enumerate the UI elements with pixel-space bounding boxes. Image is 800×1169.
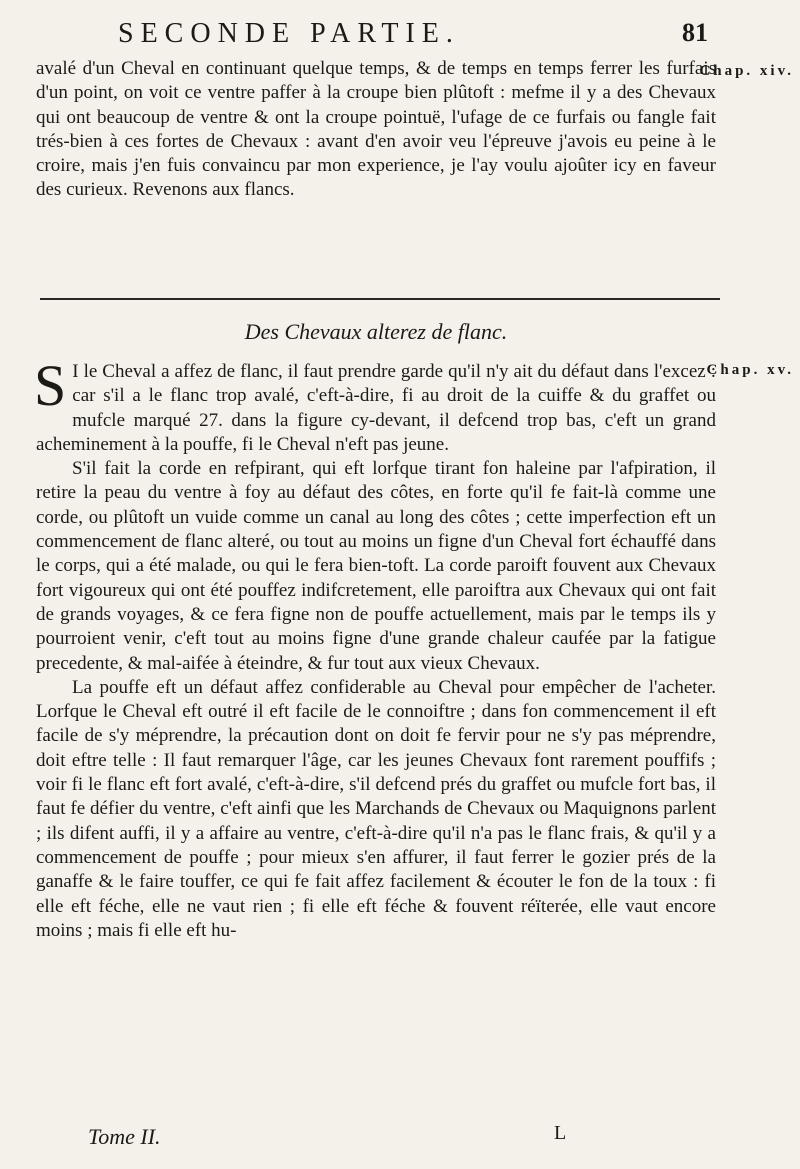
section-text-block	[34, 353, 716, 943]
section-title: Des Chevaux alterez de flanc.	[244, 319, 508, 344]
paragraph: avalé d'un Cheval en continuant quelque temps, & de temps en temps ferrer les furfais d'un point, on voit ce ventre paffer à la croupe bien plûtoft : mefme il y a des Chevaux qui ont beaucoup de ventre & ont la croupe pointuë, l'ufage de ce furfais ou fangle fait trés-bien à ces fortes de Chevaux : avant d'en avoir veu l'épreuve j'avois eu peine à le croire, mais j'en fuis convaincu par mon experience, je l'ay voulu ajoûter icy en faveur des curieux. Revenons aux flancs.	[36, 58, 716, 201]
paragraph-first	[34, 353, 716, 457]
margin-note-chapter-15: Chap. xv.	[706, 362, 794, 378]
top-text-block	[36, 57, 716, 203]
section-rule	[40, 298, 720, 300]
volume-signature: Tome II.	[88, 1124, 161, 1149]
running-head: SECONDE PARTIE.	[118, 18, 460, 49]
page-number: 81	[682, 18, 708, 47]
signature-mark: L	[554, 1122, 567, 1144]
paragraph: S'il fait la corde en refpirant, qui eft lorfque tirant fon haleine par l'afpiration, il retire la peau du ventre à foy au défaut des côtes, en forte qu'il fe fait-là comme une corde, ou plûtoft un vuide comme un canal au long des côtes ; cette imperfection eft un commencement de flanc alteré, ou tout au moins un figne d'un Cheval fort échauffé dans le corps, qui a été malade, ou qui le fera bien-toft. La corde paroift fouvent aux Chevaux fort vigoureux qui ont été pouffez indifcretement, elle paroiftra aux Chevaux qui ont fait de grands voyages, & ce fera figne non de pouffe actuellement, mais par le temps ils y pourroient venir, c'eft tout au moins figne d'une grande chaleur caufée par la fatigue precedente, & mal-aifée à éteindre, & fur tout aux vieux Chevaux.	[36, 458, 716, 674]
paragraph: La pouffe eft un défaut affez confiderable au Cheval pour empêcher de l'acheter. Lorfque le Cheval eft outré il eft facile de le connoiftre ; dans fon commencement il eft facile de s'y méprendre, la précaution dont on doit fe fervir pour ne s'y pas méprendre, doit eftre telle : Il faut remarquer l'âge, car les jeunes Chevaux font rarement pouffifs ; voir fi le flanc eft fort avalé, c'eft-à-dire, s'il defcend prés du graffet ou mufcle fort bas, il faut fe défier du ventre, c'eft ainfi que les Marchands de Chevaux ou Maquignons parlent ; ils difent auffi, il y a affaire au ventre, c'eft-à-dire qu'il n'a pas le flanc frais, & qu'il y a commencement de pouffe ; pour mieux s'en affurer, il faut ferrer le gozier prés de la ganaffe & le faire touffer, ce qui fe fait affez facilement & écouter le fon de la toux : fi elle eft féche, elle ne vaut rien ; fi elle eft féche & fouvent réïterée, elle vaut encore moins ; mais fi elle eft hu-	[36, 676, 716, 941]
drop-cap: S	[34, 353, 67, 418]
paragraph-text: I le Cheval a affez de flanc, il faut prendre garde qu'il n'y ait du défaut dans l'excez : car s'il a le flanc trop avalé, c'eft-à-dire, fi au droit de la cuiffe & du graffet ou mufcle marqué 27. dans la figure cy-devant, il defcend trop bas, c'eft un grand acheminement à la pouffe, fi le Cheval n'eft pas jeune.	[36, 361, 716, 455]
margin-note-chapter-14: Chap. xiv.	[699, 63, 794, 79]
